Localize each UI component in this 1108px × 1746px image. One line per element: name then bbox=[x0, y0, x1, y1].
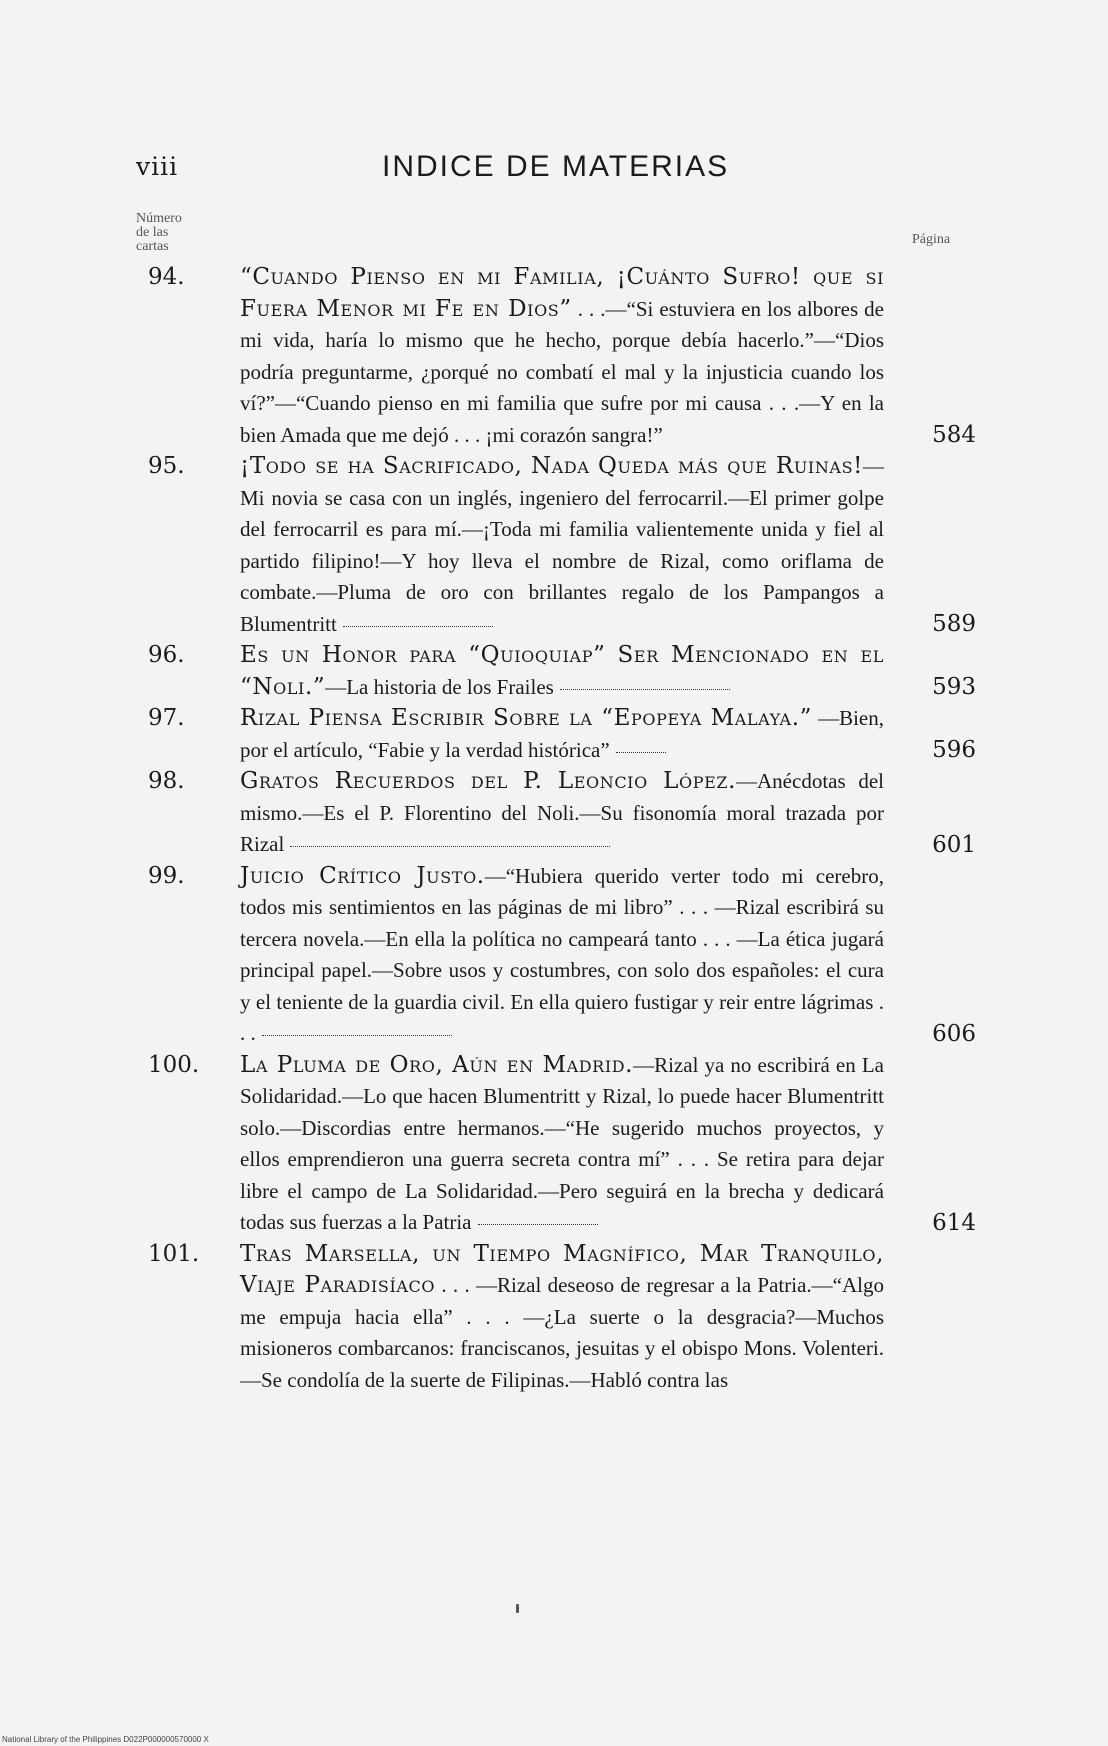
entry-summary: —Bien, por el artículo, “Fabie y la verdad histórica” bbox=[240, 706, 884, 762]
entry-summary: . . .—“Si estuviera en los albores de mi vida, haría lo mismo que he hecho, porque debía hacerlo.”—“Dios podría preguntarme, ¿porqué no combatí el mal y la injusticia cuando los ví?”—“Cuando pienso en mi familia que sufre por mi causa . . .—Y en la bien Amada que me dejó . . . ¡mi corazón sangra!” bbox=[240, 296, 884, 447]
entry-title: ¡Todo se ha Sacrificado, Nada Queda más que Ruinas! bbox=[240, 453, 863, 479]
entry-title: La Pluma de Oro, Aún en Madrid. bbox=[240, 1051, 634, 1078]
entry-number: 96. bbox=[148, 642, 185, 668]
entry-summary: —Mi novia se casa con un inglés, ingeniero del ferrocarril.—El primer golpe del ferrocarril es para mí.—¡Toda mi familia valientemente unida y fiel al partido filipino!—Y hoy lleva el nombre de Rizal, como oriflama de combate.—Pluma de oro con brillantes regalo de los Pampangos a Blumentritt bbox=[240, 454, 884, 636]
toc-list bbox=[148, 262, 1008, 1396]
entry-title: Rizal Piensa Escribir Sobre la “Epopeya Malaya.” bbox=[240, 705, 812, 731]
entry-page: 614 bbox=[932, 1209, 976, 1236]
entry-number: 101. bbox=[148, 1240, 200, 1267]
entry-summary: —La historia de los Frailes bbox=[325, 674, 554, 699]
entry-page: 606 bbox=[932, 1020, 976, 1047]
dot-leader bbox=[478, 1223, 598, 1225]
entry-summary: —Anécdotas del mismo.—Es el P. Florentino del Noli.—Su fisonomía moral trazada por Rizal bbox=[240, 769, 884, 856]
toc-entry-99[interactable] bbox=[148, 861, 1008, 1050]
entry-number: 94. bbox=[148, 264, 185, 290]
entry-number: 100. bbox=[148, 1051, 200, 1078]
column-label-pagina: Página bbox=[912, 232, 951, 247]
entry-page: 601 bbox=[932, 831, 976, 858]
column-label-cartas: Número de las cartas bbox=[136, 211, 182, 254]
toc-entry-101[interactable] bbox=[148, 1239, 1008, 1397]
entry-number: 95. bbox=[148, 453, 185, 479]
entry-title: Gratos Recuerdos del P. Leoncio López. bbox=[240, 768, 737, 794]
entry-page: 596 bbox=[932, 737, 976, 763]
entry-page: 593 bbox=[932, 674, 976, 700]
dot-leader bbox=[343, 625, 493, 627]
entry-title: Juicio Crítico Justo. bbox=[240, 862, 485, 889]
entry-page: 584 bbox=[932, 422, 976, 448]
entry-summary: —“Hubiera querido verter todo mi cerebro, todos mis sentimientos en las páginas de mi libro” . . . —Rizal escribirá su tercera novela.—En ella la política no campeará tanto . . . —La ética jugará principal papel.—Sobre usos y costumbres, con solo dos españoles: el cura y el teniente de la guardia civil. En ella quiero fustigar y reir entre lágrimas . . . bbox=[240, 863, 884, 1045]
entry-title: Tras Marsella, un Tiempo Magnífico, Mar Tranquilo, Viaje Paradisíaco bbox=[240, 1240, 884, 1298]
toc-entry-94[interactable] bbox=[148, 262, 1008, 451]
toc-entry-100[interactable] bbox=[148, 1050, 1008, 1239]
entry-page: 589 bbox=[932, 611, 976, 637]
entry-title: Es un Honor para “Quioquiap” Ser Mencionado en el “Noli.” bbox=[240, 642, 884, 700]
toc-entry-96[interactable] bbox=[148, 640, 1008, 703]
ink-mark bbox=[516, 1604, 519, 1613]
entry-number: 98. bbox=[148, 768, 185, 794]
entry-summary: —Rizal ya no escribirá en La Solidaridad.—Lo que hacen Blumentritt y Rizal, lo puede hacer Blumentritt solo.—Discordias entre hermanos.—“He sugerido muchos proyectos, y ellos emprendieron una guerra secreta contra mí” . . . Se retira para dejar libre el campo de La Solidaridad.—Pero seguirá en la brecha y dedicará todas sus fuerzas a la Patria bbox=[240, 1052, 884, 1234]
toc-entry-95[interactable] bbox=[148, 451, 1008, 640]
entry-number: 97. bbox=[148, 705, 185, 731]
dot-leader bbox=[290, 845, 610, 847]
dot-leader bbox=[262, 1034, 452, 1036]
dot-leader bbox=[560, 688, 730, 690]
page-title: INDICE DE MATERIAS bbox=[382, 150, 730, 183]
toc-entry-97[interactable] bbox=[148, 703, 1008, 766]
dot-leader bbox=[616, 751, 666, 753]
scan-footer: National Library of the Philippines D022P000000570000 X bbox=[2, 1735, 209, 1744]
toc-entry-98[interactable] bbox=[148, 766, 1008, 861]
entry-title: “Cuando Pienso en mi Familia, ¡Cuánto Sufro! que si Fuera Menor mi Fe en Dios” bbox=[240, 264, 884, 322]
entry-summary: . . . —Rizal deseoso de regresar a la Patria.—“Algo me empuja hacia ella” . . . —¿La suerte o la desgracia?—Muchos misioneros combarcanos: franciscanos, jesuitas y el obispo Mons. Volenteri.—Se condolía de la suerte de Filipinas.—Habló contra las bbox=[240, 1273, 884, 1392]
page-number: viii bbox=[136, 152, 179, 181]
entry-number: 99. bbox=[148, 862, 185, 889]
